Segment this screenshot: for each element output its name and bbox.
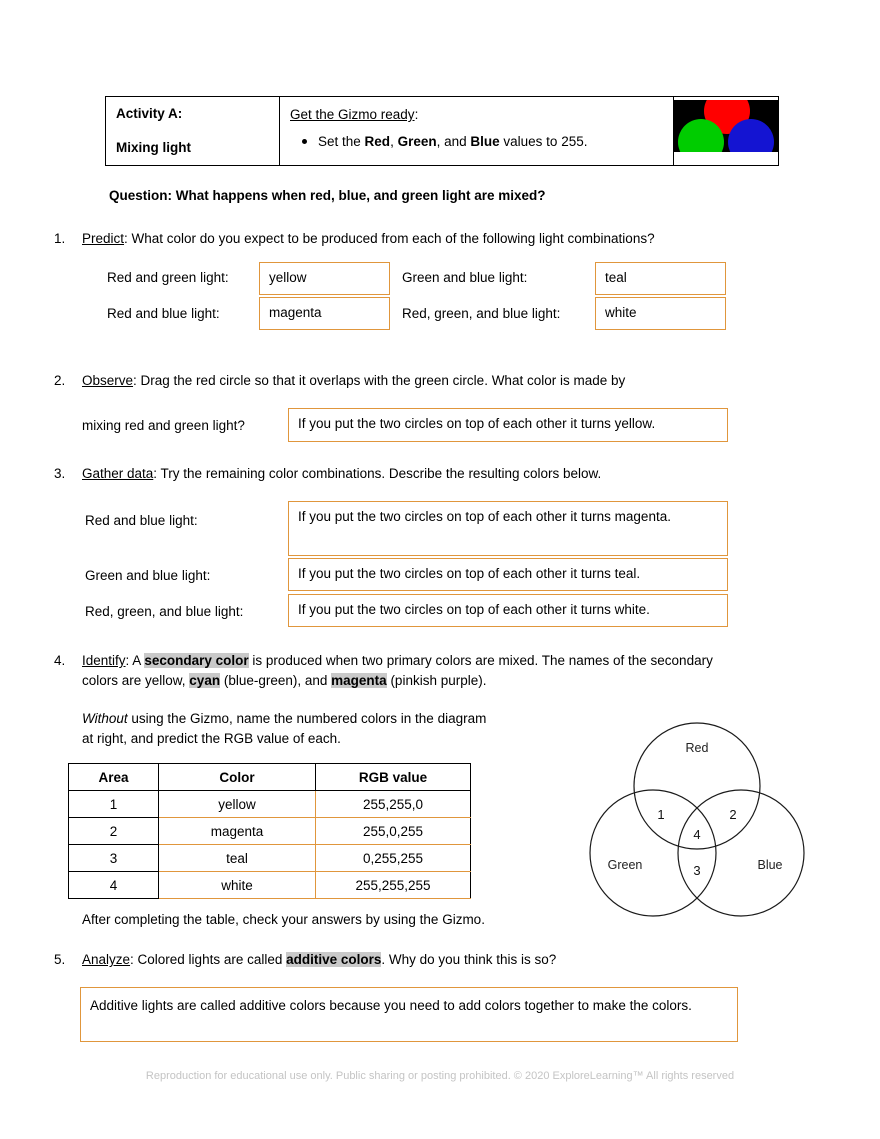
bullet-text-post: values to 255.	[499, 134, 588, 150]
label-green-blue-predict: Green and blue light:	[402, 270, 528, 285]
answer-red-green-predict[interactable]: yellow	[259, 262, 390, 295]
gizmo-ready-title: Get the Gizmo ready	[290, 107, 415, 122]
rgb-cell-value-2[interactable]: 255,0,255	[316, 818, 471, 845]
activity-title-cell	[106, 97, 280, 166]
instruction-without: Without	[82, 711, 128, 726]
highlight-magenta: magenta	[331, 672, 387, 688]
question-4-t4: (blue-green), and	[220, 672, 332, 688]
venn-region-2: 2	[729, 807, 737, 822]
answer-red-blue-predict[interactable]: magenta	[259, 297, 390, 330]
bullet-text-green: Green	[397, 134, 437, 150]
rgb-value-table	[68, 763, 471, 899]
answer-all-three-predict[interactable]: white	[595, 297, 726, 330]
blue-circle-shape	[728, 119, 774, 155]
table-row	[69, 845, 471, 872]
label-red-green-predict: Red and green light:	[107, 270, 229, 285]
rgb-cell-area-2: 2	[69, 818, 159, 845]
table-row	[69, 818, 471, 845]
gizmo-thumbnail-cell	[674, 97, 779, 166]
page-footer: Reproduction for educational use only. Public sharing or posting prohibited. © 2020 ExploreLearning™ All rights reserved	[145, 1070, 735, 1082]
question-1-number: 1.	[54, 231, 66, 246]
instruction-line2: at right, and predict the RGB value of each.	[82, 731, 341, 747]
gizmo-ready-heading	[290, 106, 663, 124]
question-2	[54, 371, 834, 391]
label-all-three-predict: Red, green, and blue light:	[402, 306, 561, 321]
question-2-keyword: Observe	[82, 373, 134, 388]
question-4-instruction	[82, 709, 486, 750]
rgb-cell-color-2[interactable]: magenta	[159, 818, 316, 845]
activity-header-row	[106, 97, 779, 166]
rgb-cell-value-1[interactable]: 255,255,0	[316, 791, 471, 818]
rgb-table-body	[69, 791, 471, 899]
question-5-number: 5.	[54, 952, 66, 967]
label-all-three-gather: Red, green, and blue light:	[85, 604, 244, 619]
question-5-t1: : Colored lights are called	[130, 952, 287, 967]
venn-region-4: 4	[693, 827, 701, 842]
question-4-t5: (pinkish purple).	[386, 672, 487, 688]
question-2-text-line2: mixing red and green light?	[82, 418, 245, 433]
bullet-text-sep2: , and	[436, 134, 471, 150]
rgb-header-area: Area	[69, 764, 159, 791]
question-1-keyword: Predict	[82, 231, 125, 246]
bullet-text-blue: Blue	[470, 134, 500, 150]
spacer	[116, 123, 269, 140]
rgb-cell-color-1[interactable]: yellow	[159, 791, 316, 818]
answer-all-three-gather[interactable]: If you put the two circles on top of each other it turns white.	[288, 594, 728, 627]
answer-red-blue-gather[interactable]: If you put the two circles on top of each other it turns magenta.	[288, 501, 728, 556]
highlight-secondary-color: secondary color	[144, 653, 249, 668]
venn-label-red: Red	[685, 741, 709, 755]
rgb-cell-area-3: 3	[69, 845, 159, 872]
venn-region-3: 3	[693, 863, 701, 878]
rgb-cell-value-4[interactable]: 255,255,255	[316, 872, 471, 899]
venn-diagram-svg	[563, 712, 831, 924]
question-2-text: : Drag the red circle so that it overlaps with the green circle. What color is made by	[133, 373, 626, 388]
question-4-t1: : A	[125, 653, 145, 668]
venn-label-blue: Blue	[757, 858, 783, 872]
gizmo-ready-cell	[280, 97, 674, 166]
answer-green-blue-predict[interactable]: teal	[595, 262, 726, 295]
bullet-text-sep1: ,	[390, 134, 398, 150]
rgb-header-color: Color	[159, 764, 316, 791]
rgb-cell-area-1: 1	[69, 791, 159, 818]
question-3-text: : Try the remaining color combinations. Describe the resulting colors below.	[153, 466, 602, 481]
label-red-blue-gather: Red and blue light:	[85, 513, 198, 528]
question-3-number: 3.	[54, 466, 66, 481]
table-row	[69, 791, 471, 818]
bullet-dot-icon	[302, 139, 307, 144]
question-5	[54, 950, 834, 970]
question-5-body	[82, 950, 834, 970]
question-5-keyword: Analyze	[82, 952, 131, 967]
venn-circle-green	[590, 790, 716, 916]
rgb-table-header-row	[69, 764, 471, 791]
venn-region-1: 1	[657, 807, 665, 822]
question-4-t2: is produced when two primary colors are mixed. The names of the secondary	[248, 653, 713, 668]
rgb-cell-color-3[interactable]: teal	[159, 845, 316, 872]
instruction-rest: using the Gizmo, name the numbered colors in the diagram	[127, 711, 487, 726]
question-3-body	[82, 464, 834, 484]
rgb-cell-value-3[interactable]: 0,255,255	[316, 845, 471, 872]
label-red-blue-predict: Red and blue light:	[107, 306, 220, 321]
venn-diagram	[563, 712, 831, 924]
after-table-note: After completing the table, check your answers by using the Gizmo.	[82, 912, 485, 927]
question-1	[54, 229, 834, 249]
question-4-keyword: Identify	[82, 653, 126, 668]
question-4-body	[82, 651, 844, 690]
question-heading: Question: What happens when red, blue, and green light are mixed?	[109, 188, 546, 203]
rgb-table-head	[69, 764, 471, 791]
venn-circle-blue	[678, 790, 804, 916]
bullet-text-red: Red	[364, 134, 391, 150]
question-4-t3: colors are yellow,	[82, 672, 190, 688]
question-3-keyword: Gather data	[82, 466, 154, 481]
question-2-body	[82, 371, 834, 391]
answer-green-blue-gather[interactable]: If you put the two circles on top of each other it turns teal.	[288, 558, 728, 591]
answer-analyze-additive[interactable]: Additive lights are called additive colors because you need to add colors together to make the colors.	[80, 987, 738, 1042]
activity-name: Mixing light	[116, 139, 191, 155]
question-4	[54, 651, 844, 690]
venn-label-green: Green	[607, 858, 643, 872]
activity-header-table	[105, 96, 779, 166]
question-2-number: 2.	[54, 373, 66, 388]
question-1-body	[82, 229, 834, 249]
activity-label: Activity A:	[116, 106, 183, 121]
question-5-t2: . Why do you think this is so?	[381, 952, 557, 967]
question-3	[54, 464, 834, 484]
question-1-text: : What color do you expect to be produced from each of the following light combinations?	[124, 231, 655, 246]
bullet-text-pre: Set the	[318, 134, 365, 150]
gizmo-ready-colon: :	[414, 107, 419, 122]
rgb-circles-image	[674, 97, 778, 155]
gizmo-ready-bullet	[290, 133, 663, 151]
question-4-number: 4.	[54, 653, 66, 668]
answer-observe-red-green[interactable]: If you put the two circles on top of each other it turns yellow.	[288, 408, 728, 442]
rgb-header-value: RGB value	[316, 764, 471, 791]
label-green-blue-gather: Green and blue light:	[85, 568, 211, 583]
table-row	[69, 872, 471, 899]
rgb-cell-area-4: 4	[69, 872, 159, 899]
highlight-additive-colors: additive colors	[286, 952, 382, 967]
rgb-cell-color-4[interactable]: white	[159, 872, 316, 899]
highlight-cyan: cyan	[189, 672, 221, 688]
